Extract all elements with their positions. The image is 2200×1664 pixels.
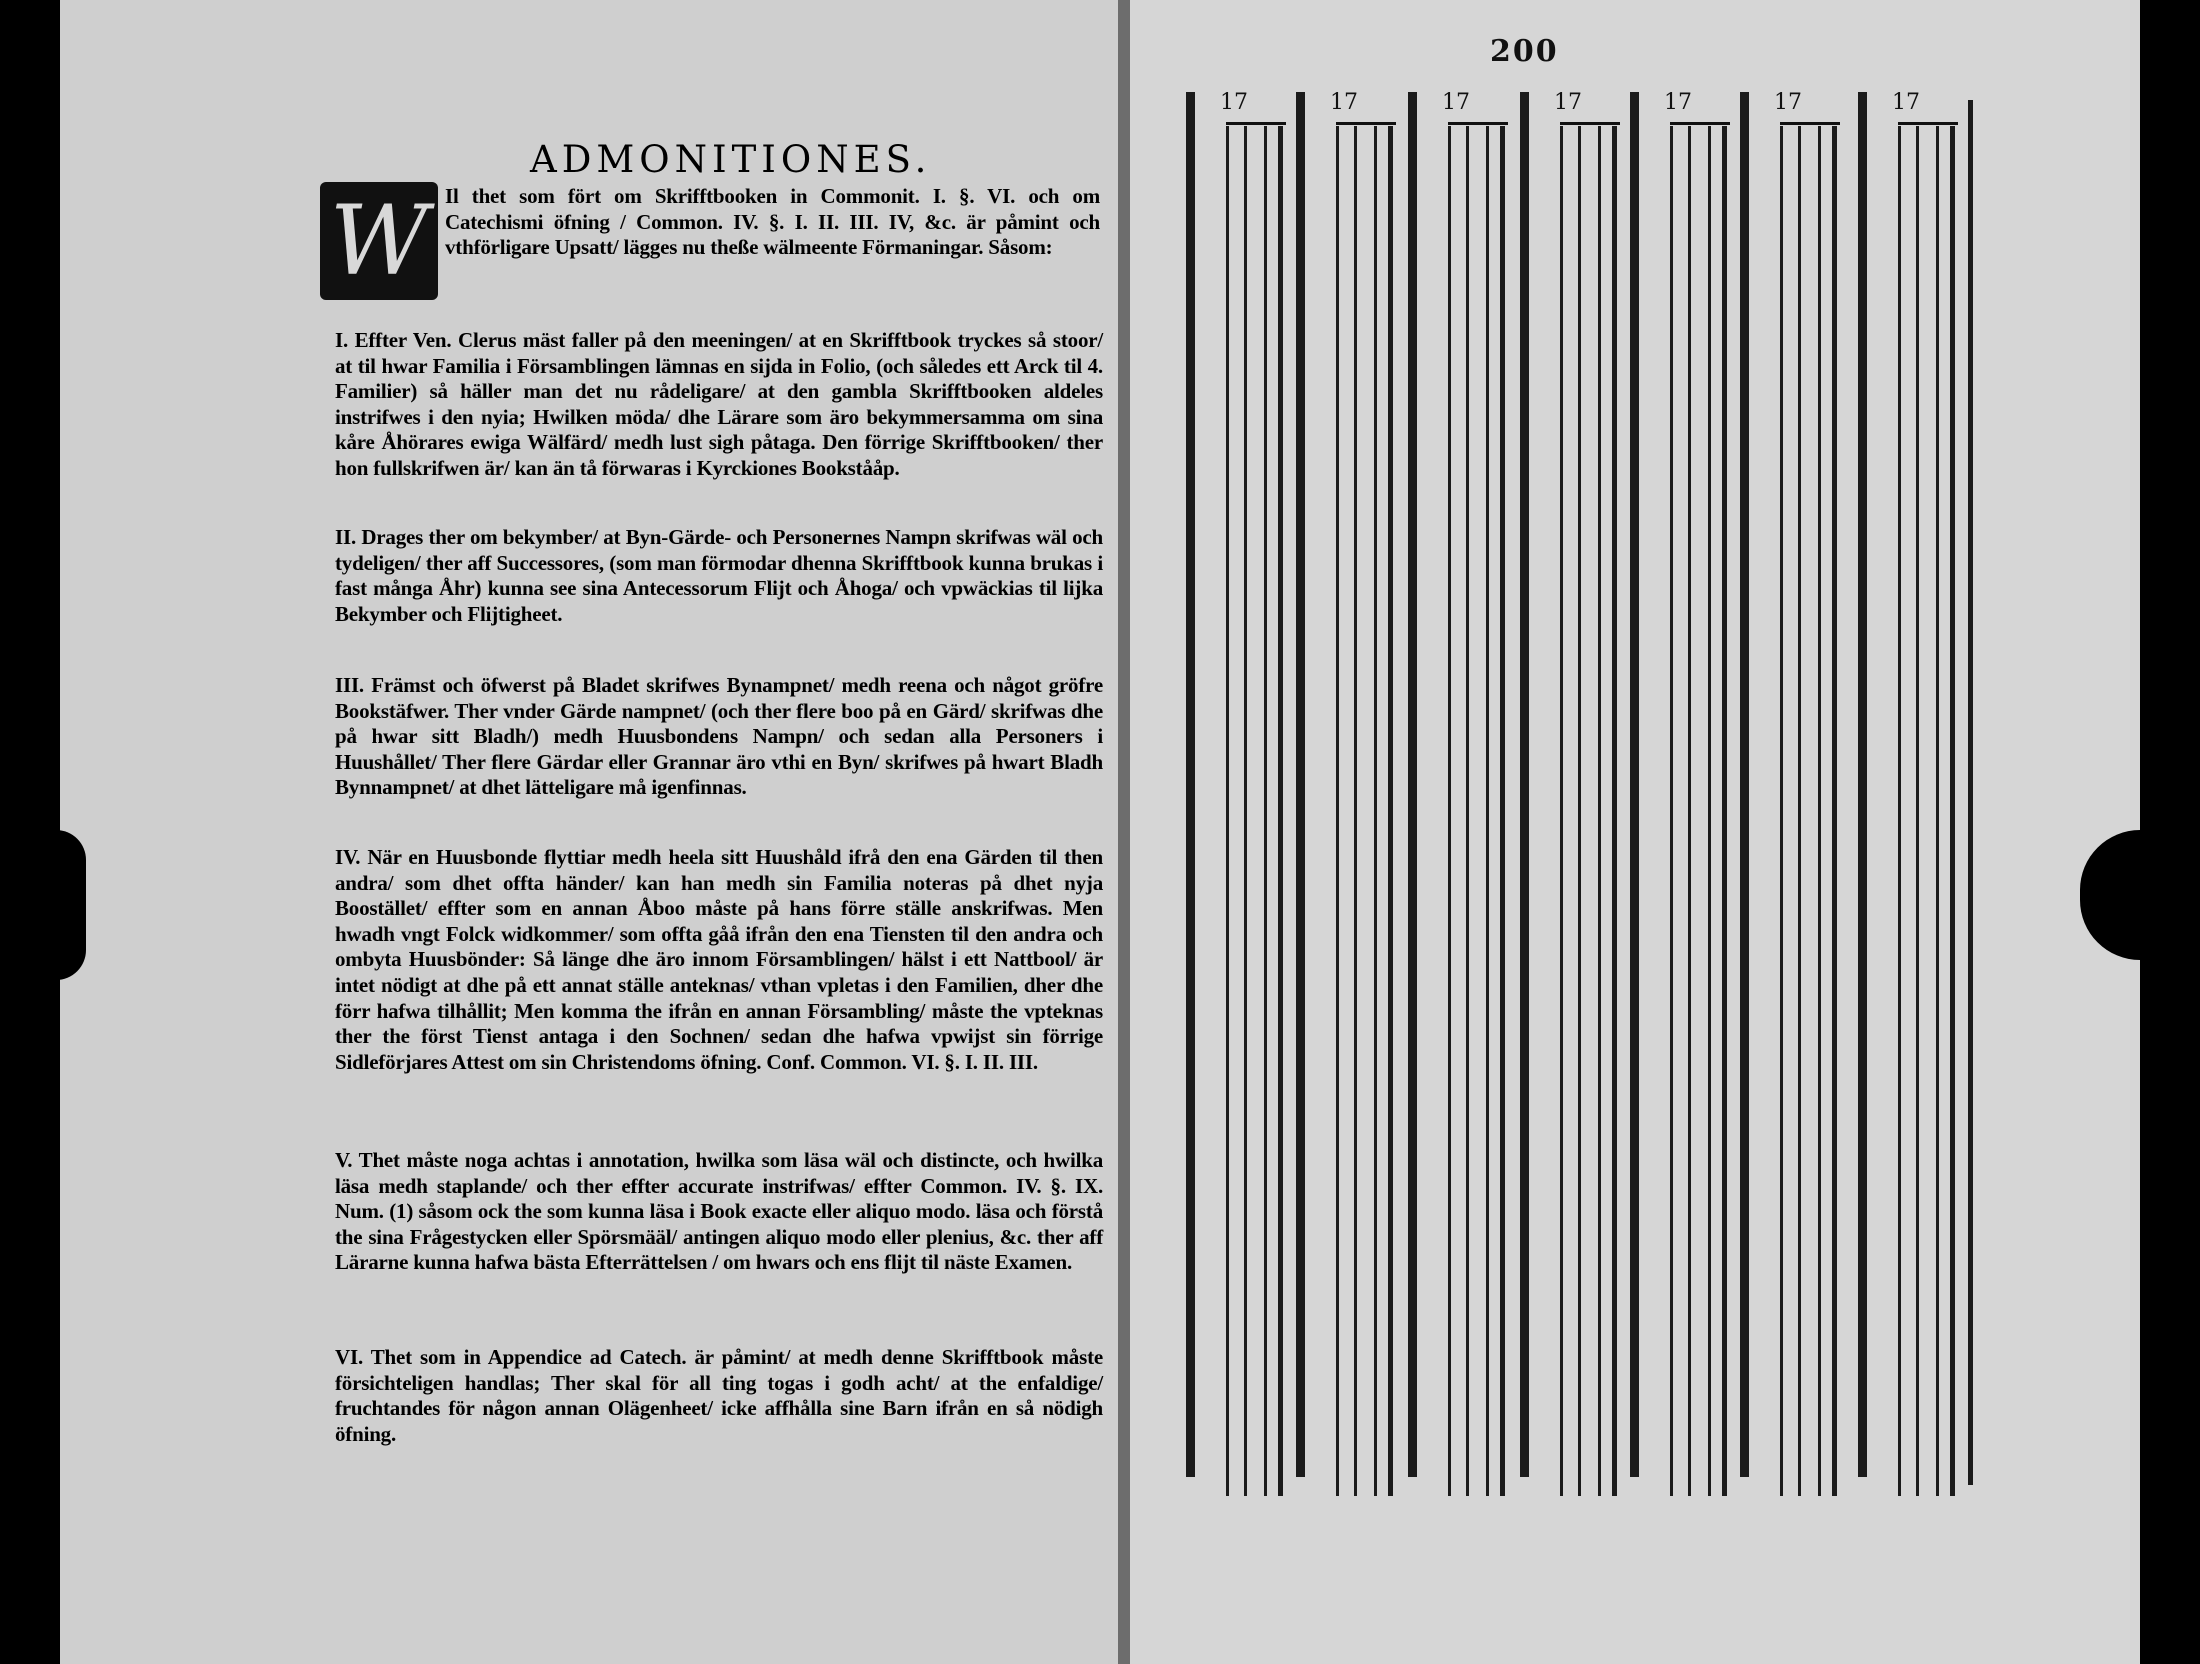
ledger-column-line: [1278, 126, 1283, 1496]
column-header-rule: [1670, 122, 1730, 125]
scan-left-border: [0, 0, 60, 1664]
ledger-column-border: [1520, 92, 1529, 1477]
ledger-column-line: [1722, 126, 1727, 1496]
column-header-rule: [1226, 122, 1286, 125]
ledger-column-border: [1408, 92, 1417, 1477]
paragraph-4: IV. När en Huusbonde flyttiar medh heela sitt Huushåld ifrå den ena Gärden til then andra/ som dhet offta händer/ kan han medh sin Familia noteras på dhet nyja Boostället/ effter som en annan Åboo måste på hans förre ställe anskrifwas. Men hwadh vngt Folck widkommer/ som offta gåå ifrån den ena Tiensten til den andra och ombyta Huusbönder: Så länge dhe äro innom Församblingen/ hälst i ett Nattbool/ är intet nödigt at dhe på ett annat ställe anteknas/ vthan vpletas i den Familien, dher dhe förr hafwa tilhållit; Men komma the ifrån en annan Försambling/ måste the vpteknas ther the först Tienst antaga i den Sochnen/ sedan dhe hafwa vpwijst sin förrige Sidleförjares Attest om sin Christendoms öfning. Conf. Common. VI. §. I. II. III.: [335, 845, 1103, 1074]
ledger-column-line: [1818, 126, 1821, 1496]
ledger-column-line: [1916, 126, 1919, 1496]
ledger-column-line: [1708, 126, 1711, 1496]
ledger-column-line: [1670, 126, 1673, 1496]
column-year-label: 17: [1330, 90, 1358, 115]
ledger-column-line: [1466, 126, 1469, 1496]
ledger-column-line: [1578, 126, 1581, 1496]
ledger-column-border: [1858, 92, 1867, 1477]
ledger-column-line: [1898, 126, 1901, 1496]
paragraph-6: VI. Thet som in Appendice ad Catech. är påmint/ at medh denne Skrifftbook måste försichteligen handlas; Ther skal för all ting togas i godh acht/ at the enfaldige/ fruchtandes för någon annan Olägenheet/ icke affhålla sine Barn ifrån en så nödigh öfning.: [335, 1345, 1103, 1446]
column-header-rule: [1560, 122, 1620, 125]
ledger-column-line: [1264, 126, 1267, 1496]
column-year-label: 17: [1442, 90, 1470, 115]
ledger-column-line: [1354, 126, 1357, 1496]
ledger-column-line: [1374, 126, 1377, 1496]
paragraph-2: II. Drages ther om bekymber/ at Byn-Gärde- och Personernes Nampn skrifwas wäl och tydeligen/ ther aff Successores, (som man förmodar dhenna Skrifftbook kunna brukas i fast många Åhr) kunna see sina Antecessorum Flijt och Åhoga/ och vpwäckias til lijka Bekymber och Flijtigheet.: [335, 525, 1103, 626]
column-year-label: 17: [1892, 90, 1920, 115]
ledger-column-line: [1832, 126, 1837, 1496]
ledger-column-line: [1244, 126, 1247, 1496]
paragraph-1: I. Effter Ven. Clerus mäst faller på den meeningen/ at en Skrifftbook tryckes så stoor/ at til hwar Familia i Församblingen lämnas en sijda in Folio, (och således ett Arck til 4. Familier) så häller man det nu rådeligare/ at den gambla Skrifftbooken aldeles instrifwes i den nyia; Hwilken möda/ dhe Lärare som äro bekymmersamma om sina kåre Åhörares ewiga Wälfärd/ medh lust sigh påtaga. Den förrige Skrifftbooken/ ther hon fullskrifwen är/ kan än tå förwaras i Kyrckiones Bookstååp.: [335, 328, 1103, 480]
ledger-column-line: [1612, 126, 1617, 1496]
ledger-column-line: [1560, 126, 1563, 1496]
paragraph-3: III. Främst och öfwerst på Bladet skrifwes Bynampnet/ medh reena och något gröfre Bookstäfwer. Ther vnder Gärde nampnet/ (och ther flere boo på en Gärd/ skrifwas dhe på hwar sitt Bladh/) medh Huusbondens Nampn/ och sedan alla Personers i Huushållet/ Ther flere Gärdar eller Grannar äro vthi en Byn/ skrifwes på hwart Bladh Bynnampnet/ at dhet lätteligare må igenfinnas.: [335, 673, 1103, 800]
scan-right-border: [2140, 0, 2200, 1664]
paragraph-5: V. Thet måste noga achtas i annotation, hwilka som läsa wäl och distincte, och hwilka läsa medh staplande/ och ther effter accurate instrifwas/ effter Common. IV. §. IX. Num. (1) såsom ock the som kunna läsa i Book exacte eller aliquo modo. läsa och förstå the sina Frågestycken eller Spörsmääl/ antingen aliquo modo eller plenius, &c. ther aff Lärarne kunna hafwa bästa Efterrättelsen / om hwars och ens flijt til näste Examen.: [335, 1148, 1103, 1275]
ledger-column-line: [1688, 126, 1691, 1496]
column-header-rule: [1898, 122, 1958, 125]
column-header-rule: [1780, 122, 1840, 125]
column-year-label: 17: [1554, 90, 1582, 115]
ledger-column-line: [1780, 126, 1783, 1496]
ledger-column-line: [1486, 126, 1489, 1496]
ledger-column-border: [1296, 92, 1305, 1477]
page-title: ADMONITIONES.: [530, 138, 932, 181]
ledger-column-line: [1226, 126, 1229, 1496]
drop-cap: W: [320, 182, 438, 300]
column-header-rule: [1448, 122, 1508, 125]
ledger-column-line: [1448, 126, 1451, 1496]
ledger-column-line: [1500, 126, 1505, 1496]
page-number: 200: [1490, 34, 1559, 69]
column-year-label: 17: [1774, 90, 1802, 115]
paragraph-intro: Il thet som fört om Skrifftbooken in Commonit. I. §. VI. och om Catechismi öfning / Common. IV. §. I. II. III. IV, &c. är påmint och vthförligare Upsatt/ lägges nu theße wälmeente Förmaningar. Såsom:: [445, 184, 1100, 260]
clip-shadow-left: [56, 830, 86, 980]
ledger-column-border: [1630, 92, 1639, 1477]
ledger-column-line: [1388, 126, 1393, 1496]
ledger-column-line: [1950, 126, 1955, 1496]
column-year-label: 17: [1220, 90, 1248, 115]
ledger-column-border: [1186, 92, 1195, 1477]
ledger-column-line: [1936, 126, 1939, 1496]
ledger-column-line: [1598, 126, 1601, 1496]
ledger-column-border: [1740, 92, 1749, 1477]
ledger-right-border: [1968, 100, 1973, 1485]
column-year-label: 17: [1664, 90, 1692, 115]
ledger-column-line: [1798, 126, 1801, 1496]
column-header-rule: [1336, 122, 1396, 125]
ledger-column-line: [1336, 126, 1339, 1496]
